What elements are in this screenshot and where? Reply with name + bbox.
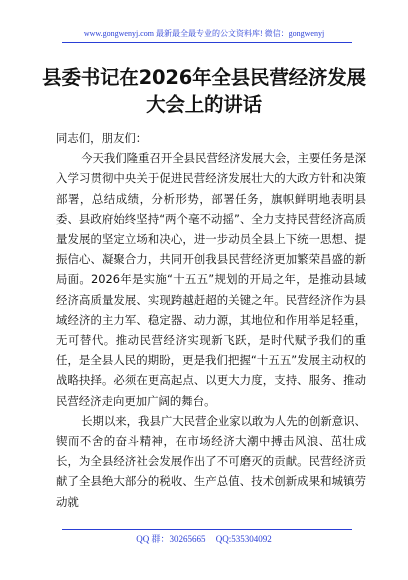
document-title: 县委书记在2026年全县民营经济发展大会上的讲话 (42, 66, 366, 116)
footer-divider (62, 529, 352, 530)
qq-group-text: QQ 群：30265665 (136, 534, 206, 544)
header-banner: www.gongwenyj.com 最新最全最专业的公文资料库! 微信：gongwenyj (83, 29, 325, 38)
qq-number-text: QQ:535304092 (215, 534, 272, 544)
header-divider (62, 42, 352, 43)
salutation: 同志们，朋友们： (56, 131, 148, 145)
document-body (56, 128, 366, 512)
paragraph-1: 今天我们隆重召开全县民营经济发展大会，主要任务是深入学习贯彻中央关于促进民营经济发展壮大的大政方针和决策部署，总结成绩，分析形势，部署任务，旗帜鲜明地表明县委、县政府始终坚持“两个毫不动摇”、全力支持民营经济高质量发展的坚定立场和决心，进一步动员全县上下统一思想、提振信心、凝聚合力，共同开创我县民营经济更加繁荣昌盛的新局面。2026年是实施“十五五”规划的开局之年，是推动县域经济高质量发展、实现跨越赶超的关键之年。民营经济作为县域经济的主力军、稳定器、动力源，其地位和作用举足轻重，无可替代。推动民营经济实现新飞跃，是时代赋予我们的重任，是全县人民的期盼，更是我们把握“十五五”发展主动权的战略抉择。必须在更高起点、以更大力度，支持、服务、推动民营经济走向更加广阔的舞台。 (56, 151, 366, 408)
footer (0, 532, 408, 545)
paragraph-2: 长期以来，我县广大民营企业家以敢为人先的创新意识、锲而不舍的奋斗精神，在市场经济大潮中搏击风浪、茁壮成长，为全县经济社会发展作出了不可磨灭的贡献。民营经济贡献了全县绝大部分的税收、生产总值、技术创新成果和城镇劳动就 (56, 413, 366, 509)
